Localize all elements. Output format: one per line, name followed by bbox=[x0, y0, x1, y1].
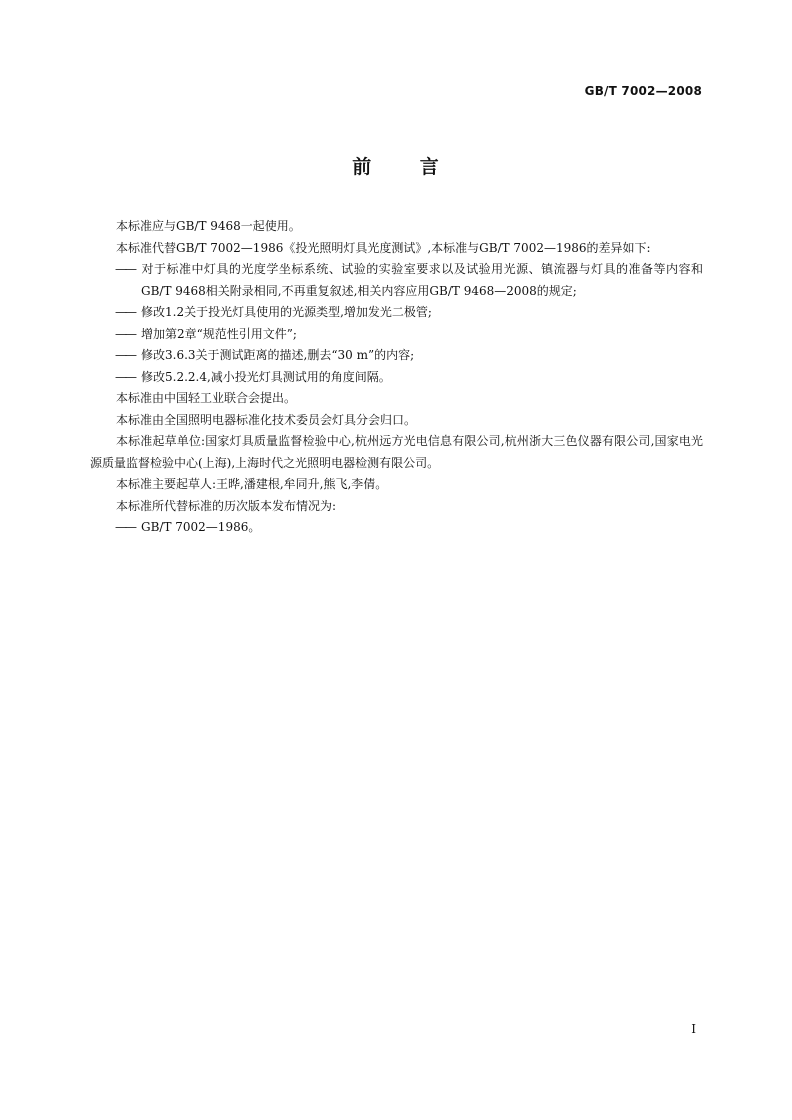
list-item-text: 修改3.6.3关于测试距离的描述,删去“30 m”的内容; bbox=[141, 348, 415, 362]
page-title: 前 言 bbox=[352, 156, 440, 178]
list-item-text: 对于标准中灯具的光度学坐标系统、试验的实验室要求以及试验用光源、镇流器与灯具的准备等内容和GB/T 9468相关附录相同,不再重复叙述,相关内容应用GB/T 9468—2008的规定; bbox=[141, 262, 703, 298]
list-item bbox=[90, 517, 703, 539]
list-item-text: 修改5.2.2.4,减小投光灯具测试用的角度间隔。 bbox=[141, 369, 391, 384]
page-number: I bbox=[691, 1022, 696, 1036]
list-item bbox=[90, 345, 703, 367]
dash-marker: —— bbox=[115, 348, 135, 362]
paragraph: 本标准由全国照明电器标准化技术委员会灯具分会归口。 bbox=[116, 412, 417, 427]
list-item bbox=[90, 302, 703, 324]
list-item-text: 修改1.2关于投光灯具使用的光源类型,增加发光二极管; bbox=[141, 305, 432, 319]
paragraph: 本标准代替GB/T 7002—1986《投光照明灯具光度测试》,本标准与GB/T 7002—1986的差异如下: bbox=[116, 240, 651, 255]
dash-marker: —— bbox=[115, 326, 135, 341]
paragraph: 本标准应与GB/T 9468一起使用。 bbox=[116, 219, 301, 233]
paragraph: 本标准主要起草人:王晔,潘建根,牟同升,熊飞,李倩。 bbox=[116, 477, 388, 491]
standard-number: GB/T 7002—2008 bbox=[584, 84, 702, 98]
dash-marker: —— bbox=[115, 262, 135, 276]
dash-marker: —— bbox=[115, 369, 135, 384]
dash-marker: —— bbox=[115, 305, 135, 319]
list-item bbox=[90, 367, 703, 389]
foreword-body bbox=[90, 216, 703, 539]
list-item bbox=[90, 259, 703, 302]
paragraph: 本标准所代替标准的历次版本发布情况为: bbox=[116, 498, 337, 513]
paragraph: 本标准由中国轻工业联合会提出。 bbox=[116, 391, 297, 405]
list-item bbox=[90, 324, 703, 346]
paragraph: 本标准起草单位:国家灯具质量监督检验中心,杭州远方光电信息有限公司,杭州浙大三色仪器有限公司,国家电光源质量监督检验中心(上海),上海时代之光照明电器检测有限公司。 bbox=[90, 434, 703, 470]
list-item-text: 增加第2章“规范性引用文件”; bbox=[141, 326, 297, 341]
dash-marker: —— bbox=[115, 520, 135, 534]
list-item-text: GB/T 7002—1986。 bbox=[141, 520, 261, 534]
